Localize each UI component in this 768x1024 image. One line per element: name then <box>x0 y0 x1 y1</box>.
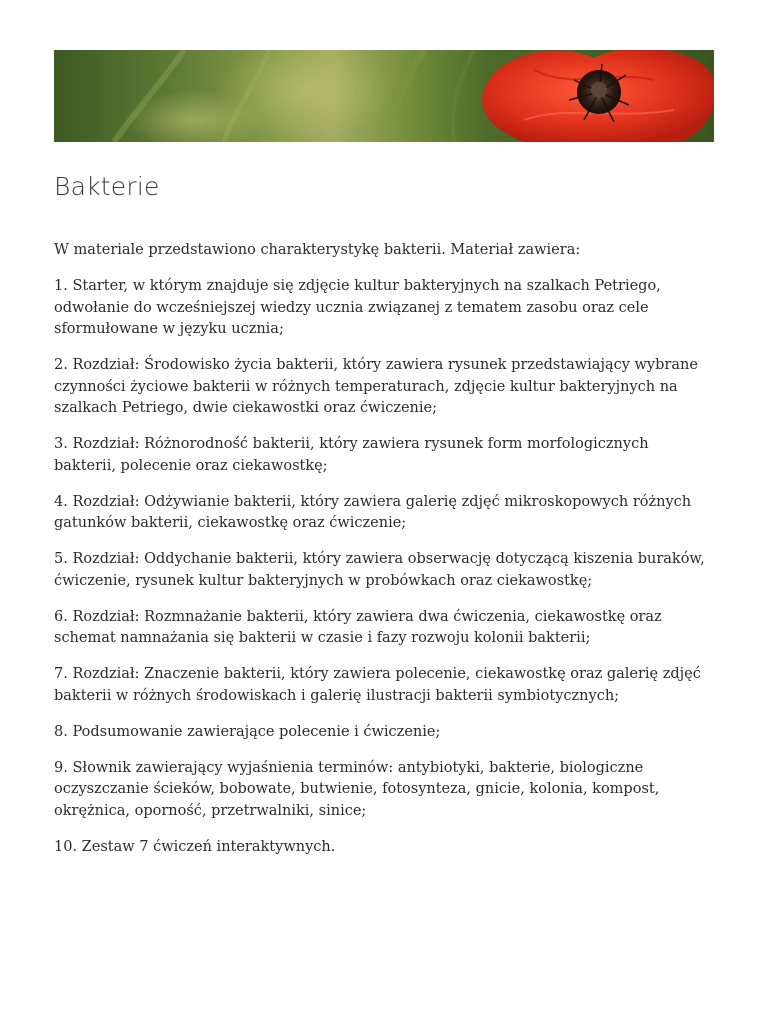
list-item: 1. Starter, w którym znajduje się zdjęcie kultur bakteryjnych na szalkach Petriego, odwołanie do wcześniejszej wiedzy ucznia związanej z tematem zasobu oraz cele sformułowane w języku ucznia; <box>54 278 661 337</box>
list-item: 2. Rozdział: Środowisko życia bakterii, który zawiera rysunek przedstawiający wybrane czynności życiowe bakterii w różnych temperaturach, zdjęcie kultur bakteryjnych na szalkach Petriego, dwie ciekawostki oraz ćwiczenie; <box>54 357 698 416</box>
list-item: 7. Rozdział: Znaczenie bakterii, który zawiera polecenie, ciekawostkę oraz galerię zdjęć bakterii w różnych środowiskach i galerię ilustracji bakterii symbiotycznych; <box>54 666 701 704</box>
list-item: 6. Rozdział: Rozmnażanie bakterii, który zawiera dwa ćwiczenia, ciekawostkę oraz schemat namnażania się bakterii w czasie i fazy rozwoju kolonii bakterii; <box>54 608 662 646</box>
poppy-flower-icon <box>54 50 714 142</box>
header-banner-image <box>54 50 714 142</box>
list-item: 3. Rozdział: Różnorodność bakterii, który zawiera rysunek form morfologicznych bakterii, polecenie oraz ciekawostkę; <box>54 436 649 474</box>
document-body <box>54 240 714 873</box>
list-item: 8. Podsumowanie zawierające polecenie i ćwiczenie; <box>54 723 441 740</box>
list-item: 4. Rozdział: Odżywianie bakterii, który zawiera galerię zdjęć mikroskopowych różnych gatunków bakterii, ciekawostkę oraz ćwiczenie; <box>54 493 692 531</box>
page-title: Bakterie <box>54 172 160 201</box>
intro-paragraph: W materiale przedstawiono charakterystykę bakterii. Materiał zawiera: <box>54 242 581 258</box>
list-item: 5. Rozdział: Oddychanie bakterii, który zawiera obserwację dotyczącą kiszenia buraków, ćwiczenie, rysunek kultur bakteryjnych w probówkach oraz ciekawostkę; <box>54 551 705 589</box>
list-item: 9. Słownik zawierający wyjaśnienia terminów: antybiotyki, bakterie, biologiczne oczyszczanie ścieków, bobowate, butwienie, fotosynteza, gnicie, kolonia, kompost, okrężnica, oporność, przetrwalniki, sinice; <box>54 759 660 819</box>
list-item: 10. Zestaw 7 ćwiczeń interaktywnych. <box>54 838 336 855</box>
